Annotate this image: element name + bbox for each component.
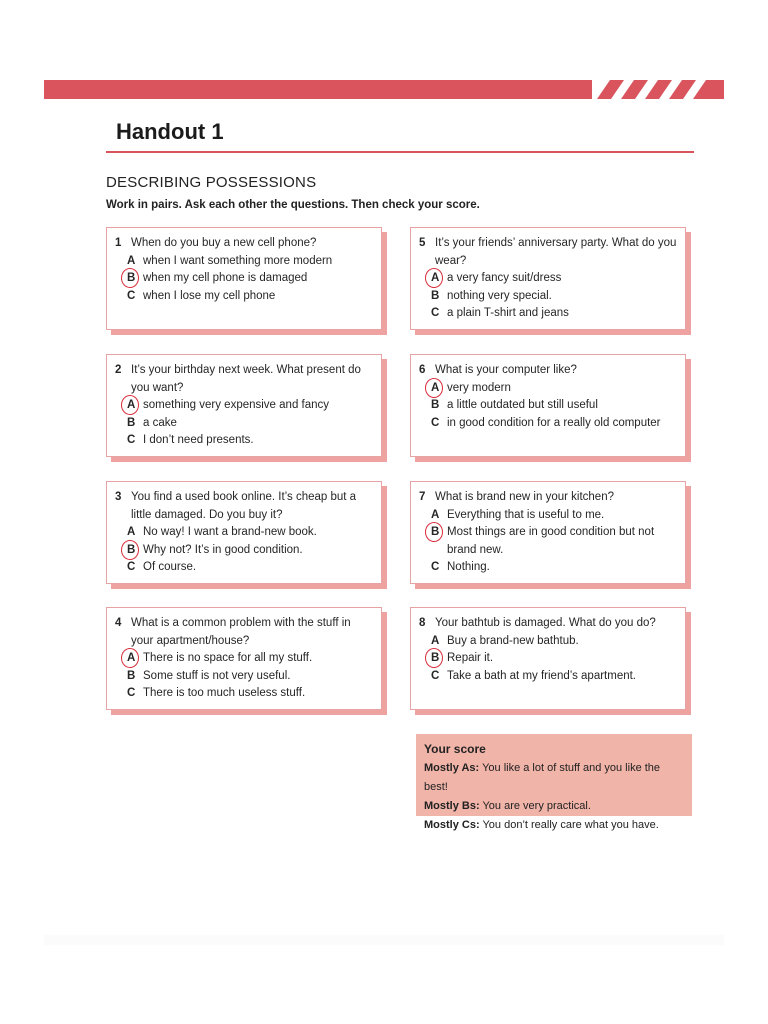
option-letter-text: A <box>431 381 440 394</box>
option-letter <box>431 397 447 415</box>
question-card-5 <box>410 227 686 330</box>
option-text: There is no space for all my stuff. <box>143 652 313 664</box>
option-b[interactable] <box>115 542 373 560</box>
option-c[interactable] <box>419 305 677 323</box>
option-letter <box>127 432 143 450</box>
option-b[interactable] <box>419 397 677 415</box>
option-letter <box>127 559 143 577</box>
option-letter <box>127 397 143 415</box>
question-text: What is brand new in your kitchen? <box>435 491 614 503</box>
option-letter-text: A <box>127 652 136 664</box>
option-text: No way! I want a brand-new book. <box>143 526 317 538</box>
option-a[interactable] <box>115 524 373 542</box>
question-line <box>115 362 373 397</box>
score-box <box>416 734 692 831</box>
option-c[interactable] <box>115 288 373 306</box>
question-number: 8 <box>419 617 426 629</box>
question-text: It’s your birthday next week. What present do you want? <box>131 364 361 394</box>
question-text: When do you buy a new cell phone? <box>131 237 317 249</box>
option-letter-text: B <box>127 669 136 682</box>
question-card-2 <box>106 354 382 457</box>
option-letter-text: A <box>127 254 136 267</box>
option-letter <box>431 668 447 686</box>
option-letter <box>127 685 143 703</box>
header-stripe-band <box>44 80 724 99</box>
question-line <box>419 615 677 633</box>
question-line <box>419 235 677 270</box>
option-a[interactable] <box>419 380 677 398</box>
option-letter-text: B <box>431 399 440 411</box>
question-text: What is a common problem with the stuff in your apartment/house? <box>131 617 351 647</box>
option-text: when my cell phone is damaged <box>143 272 308 284</box>
option-a[interactable] <box>115 397 373 415</box>
option-text: Nothing. <box>447 561 490 573</box>
question-line <box>115 615 373 650</box>
option-text: Everything that is useful to me. <box>447 508 605 521</box>
score-row-c: Mostly Cs: You don’t really care what you have. <box>424 819 659 831</box>
option-c[interactable] <box>115 685 373 703</box>
option-letter-text: A <box>127 399 136 411</box>
option-letter <box>431 270 447 288</box>
option-text: a little outdated but still useful <box>447 399 598 411</box>
question-text: Your bathtub is damaged. What do you do? <box>435 617 656 629</box>
handwritten-circle-mark <box>425 378 443 398</box>
handwritten-circle-mark <box>425 648 443 668</box>
option-b[interactable] <box>115 668 373 686</box>
option-letter <box>431 524 447 559</box>
handwritten-circle-mark <box>425 522 443 542</box>
option-text: Some stuff is not very useful. <box>143 669 291 682</box>
option-text: Of course. <box>143 561 197 573</box>
question-number: 6 <box>419 364 426 376</box>
option-letter <box>127 668 143 686</box>
option-letter-text: B <box>431 526 440 538</box>
question-card-1 <box>106 227 382 330</box>
option-letter-text: C <box>127 289 136 302</box>
option-text: Repair it. <box>447 652 494 664</box>
option-letter-text: B <box>431 289 440 302</box>
section-heading: DESCRIBING POSSESSIONS <box>106 174 317 191</box>
option-text: nothing very special. <box>447 289 552 302</box>
title-divider <box>106 151 694 153</box>
option-c[interactable] <box>115 432 373 450</box>
handwritten-circle-mark <box>121 395 139 415</box>
option-letter-text: C <box>127 561 136 573</box>
option-letter <box>127 524 143 542</box>
question-line <box>419 362 677 380</box>
question-number: 3 <box>115 491 122 503</box>
option-c[interactable] <box>115 559 373 577</box>
option-letter-text: B <box>127 543 136 556</box>
option-letter <box>127 270 143 288</box>
question-card-6 <box>410 354 686 457</box>
option-text: I don’t need presents. <box>143 434 254 446</box>
option-b[interactable] <box>115 415 373 433</box>
option-letter <box>431 559 447 577</box>
option-letter-text: C <box>431 561 440 573</box>
option-a[interactable] <box>419 507 677 525</box>
option-letter <box>431 380 447 398</box>
handwritten-circle-mark <box>425 268 443 288</box>
option-a[interactable] <box>115 253 373 271</box>
option-letter-text: B <box>127 272 136 284</box>
option-letter <box>431 415 447 433</box>
score-row-a: Mostly As: You like a lot of stuff and you like the best! <box>424 762 661 793</box>
option-letter <box>431 305 447 323</box>
option-letter-text: A <box>431 272 440 284</box>
option-letter-text: C <box>127 434 136 446</box>
option-letter <box>431 288 447 306</box>
option-text: Buy a brand-new bathtub. <box>447 634 579 647</box>
question-number: 7 <box>419 491 426 503</box>
page-title: Handout 1 <box>116 119 224 144</box>
question-text: What is your computer like? <box>435 364 577 376</box>
score-title: Your score <box>424 742 486 756</box>
question-number: 5 <box>419 237 426 249</box>
option-c[interactable] <box>419 668 677 686</box>
question-text: It’s your friends’ anniversary party. What do you wear? <box>435 237 677 267</box>
question-line <box>115 235 373 253</box>
option-text: something very expensive and fancy <box>143 399 330 411</box>
option-letter <box>127 415 143 433</box>
option-b[interactable] <box>419 288 677 306</box>
option-text: a cake <box>143 416 177 429</box>
question-card-3 <box>106 481 382 584</box>
option-letter <box>127 650 143 668</box>
option-text: There is too much useless stuff. <box>143 687 306 699</box>
option-text: a plain T-shirt and jeans <box>447 307 569 319</box>
question-number: 2 <box>115 364 122 376</box>
option-letter-text: C <box>431 307 440 319</box>
handwritten-circle-mark <box>121 648 139 668</box>
option-letter-text: C <box>431 669 440 682</box>
option-letter <box>431 650 447 668</box>
option-letter-text: C <box>431 416 440 429</box>
option-text: when I want something more modern <box>143 254 333 267</box>
option-b[interactable] <box>115 270 373 288</box>
option-b[interactable] <box>419 650 677 668</box>
option-letter-text: A <box>431 634 440 647</box>
option-text: Take a bath at my friend’s apartment. <box>447 669 636 682</box>
option-text: very modern <box>447 381 511 394</box>
option-letter-text: C <box>127 687 136 699</box>
option-c[interactable] <box>419 559 677 577</box>
option-letter-text: A <box>431 508 440 521</box>
question-text: You find a used book online. It’s cheap but a little damaged. Do you buy it? <box>131 491 357 521</box>
option-a[interactable] <box>115 650 373 668</box>
score-row-b: Mostly Bs: You are very practical. <box>424 800 591 812</box>
option-letter-text: B <box>127 416 136 429</box>
question-number: 1 <box>115 237 122 249</box>
option-text: in good condition for a really old computer <box>447 416 661 429</box>
option-letter-text: B <box>431 652 440 664</box>
question-line <box>419 489 677 507</box>
option-text: Why not? It’s in good condition. <box>143 543 303 556</box>
option-a[interactable] <box>419 270 677 288</box>
option-letter <box>127 542 143 560</box>
question-card-8 <box>410 607 686 710</box>
option-c[interactable] <box>419 415 677 433</box>
question-card-7 <box>410 481 686 584</box>
option-text: when I lose my cell phone <box>143 289 276 302</box>
option-b[interactable] <box>419 524 677 559</box>
option-text: a very fancy suit/dress <box>447 272 562 284</box>
question-card-4 <box>106 607 382 710</box>
option-letter <box>127 288 143 306</box>
page-footer-band <box>44 935 724 945</box>
handwritten-circle-mark <box>121 268 139 288</box>
question-line <box>115 489 373 524</box>
instructions: Work in pairs. Ask each other the questions. Then check your score. <box>106 199 480 211</box>
option-a[interactable] <box>419 633 677 651</box>
question-number: 4 <box>115 617 122 629</box>
option-letter-text: A <box>127 526 136 538</box>
option-text: Most things are in good condition but not brand new. <box>447 526 655 556</box>
handwritten-circle-mark <box>121 540 139 560</box>
